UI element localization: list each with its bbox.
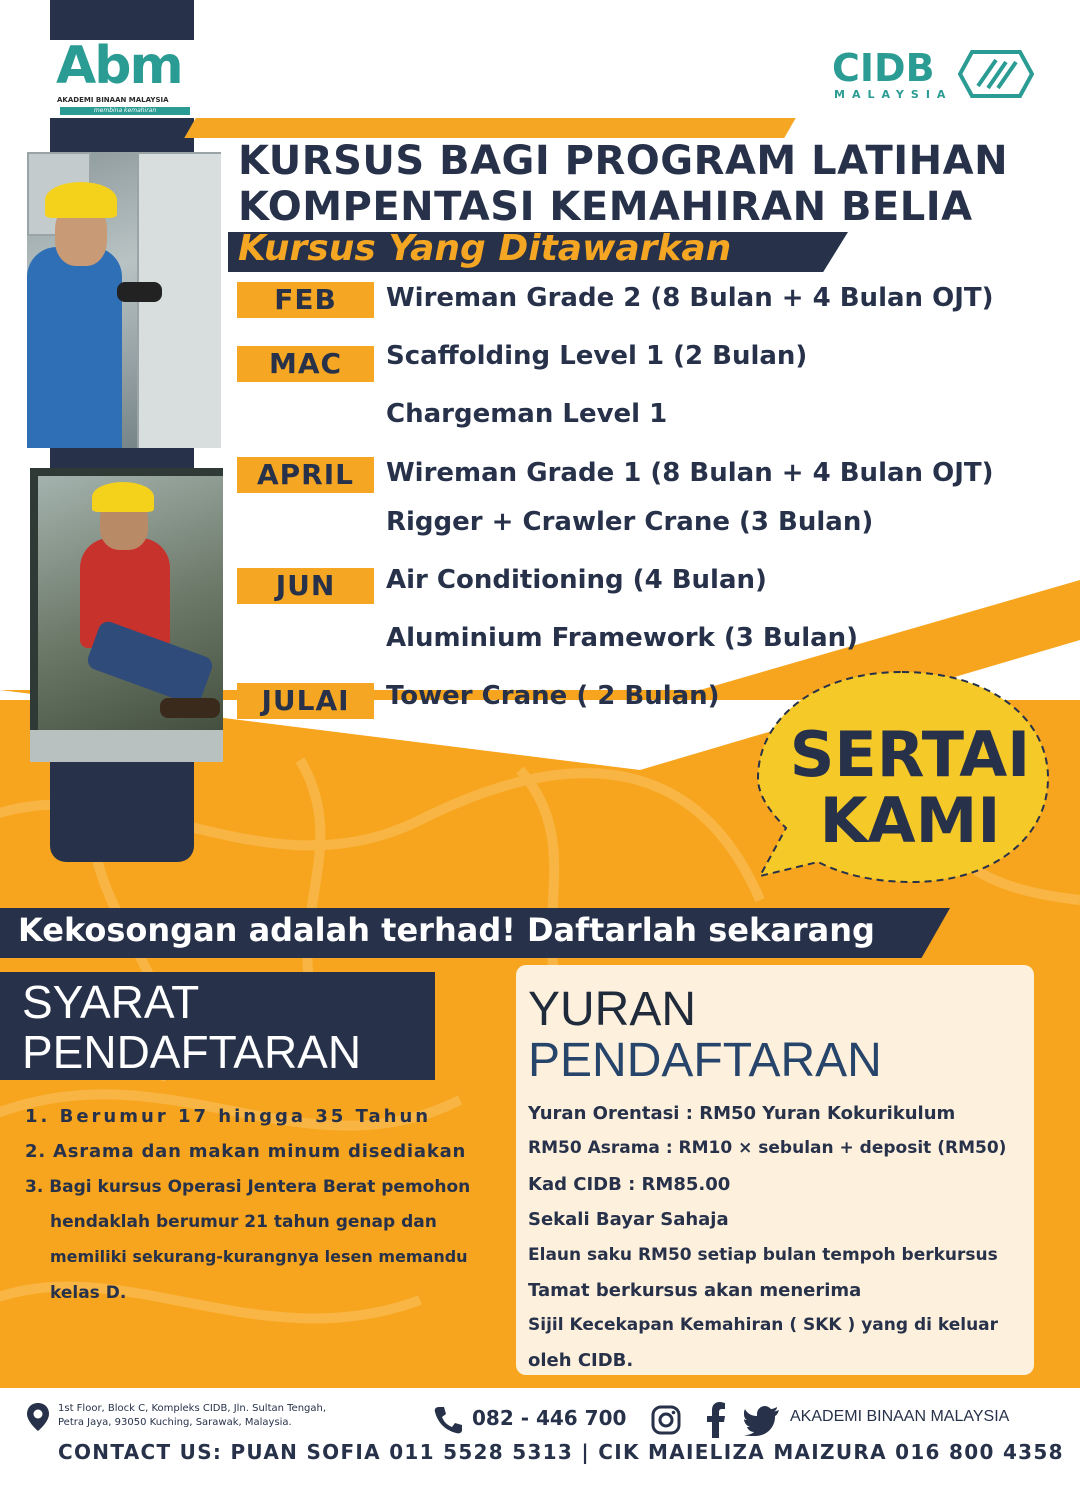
facebook-icon[interactable] [704, 1402, 728, 1438]
requirements-title-line-2: PENDAFTARAN [22, 1026, 362, 1078]
photo-crane-operator [30, 468, 223, 762]
fee-item: oleh CIDB. [528, 1350, 634, 1371]
banner-text: Kekosongan adalah terhad! Daftarlah sekarang [18, 911, 875, 949]
course-item: Rigger + Crawler Crane (3 Bulan) [386, 507, 874, 537]
address-line-1: 1st Floor, Block C, Kompleks CIDB, Jln. Sultan Tengah, [58, 1403, 327, 1414]
cidb-logo-subtitle: MALAYSIA [834, 88, 953, 101]
cidb-logo-text: CIDB [832, 46, 935, 90]
contact-line: CONTACT US: PUAN SOFIA 011 5528 5313 | CIK MAIELIZA MAIZURA 016 800 4358 [58, 1440, 1064, 1464]
requirement-item: 2. Asrama dan makan minum disediakan [25, 1141, 467, 1162]
photo-electrician [27, 152, 221, 448]
course-item: Aluminium Framework (3 Bulan) [386, 623, 859, 653]
fee-item: Tamat berkursus akan menerima [528, 1280, 862, 1301]
cidb-logo [832, 46, 1037, 106]
requirement-item: memiliki sekurang-kurangnya lesen memandu [50, 1247, 468, 1266]
subtitle: Kursus Yang Ditawarkan [238, 228, 732, 269]
title-line-2: KOMPENTASI KEMAHIRAN BELIA [238, 184, 973, 230]
location-pin-icon [26, 1402, 50, 1432]
address-line-2: Petra Jaya, 93050 Kuching, Sarawak, Malaysia. [58, 1417, 292, 1428]
fee-item: Sijil Kecekapan Kemahiran ( SKK ) yang di keluar [528, 1315, 999, 1335]
social-handle[interactable]: AKADEMI BINAAN MALAYSIA [790, 1408, 1010, 1425]
requirement-item: 1. Berumur 17 hingga 35 Tahun [25, 1106, 432, 1127]
course-item: Wireman Grade 2 (8 Bulan + 4 Bulan OJT) [386, 283, 994, 313]
requirements-title [22, 977, 361, 1077]
phone-number[interactable]: 082 - 446 700 [472, 1406, 627, 1430]
phone-icon[interactable] [432, 1404, 464, 1436]
fee-item: Sekali Bayar Sahaja [528, 1209, 729, 1230]
cidb-emblem-icon [958, 50, 1034, 98]
month-label-jun: JUN [237, 568, 374, 604]
abm-logo-tagline: membina kemahiran [60, 107, 190, 115]
month-label-mac: MAC [237, 346, 374, 382]
fee-item: Elaun saku RM50 setiap bulan tempoh berkursus [528, 1245, 998, 1265]
title-line-1: KURSUS BAGI PROGRAM LATIHAN [238, 138, 1009, 184]
abm-logo [50, 36, 198, 118]
address [58, 1402, 326, 1430]
cta-line-2: KAMI [819, 784, 1001, 857]
fee-item: Yuran Orentasi : RM50 Yuran Kokurikulum [528, 1103, 956, 1124]
month-label-julai: JULAI [237, 683, 374, 719]
abm-logo-text: Abm [56, 36, 182, 96]
fee-item: Kad CIDB : RM85.00 [528, 1174, 731, 1195]
requirement-item: kelas D. [50, 1283, 127, 1303]
abm-logo-subtitle: AKADEMI BINAAN MALAYSIA [57, 96, 169, 104]
cta-join-us [780, 718, 1040, 857]
fees-title-line-1: YURAN [528, 983, 697, 1036]
fee-item: RM50 Asrama : RM10 × sebulan + deposit (RM50) [528, 1138, 1007, 1158]
course-item: Wireman Grade 1 (8 Bulan + 4 Bulan OJT) [386, 458, 994, 488]
page-title [238, 138, 1008, 230]
course-item: Scaffolding Level 1 (2 Bulan) [386, 341, 808, 371]
cta-line-1: SERTAI [789, 718, 1031, 791]
requirements-title-line-1: SYARAT [22, 976, 200, 1028]
requirement-item: hendaklah berumur 21 tahun genap dan [50, 1212, 437, 1232]
course-item: Air Conditioning (4 Bulan) [386, 565, 767, 595]
month-label-feb: FEB [237, 282, 374, 318]
course-item: Chargeman Level 1 [386, 399, 668, 429]
requirement-item: 3. Bagi kursus Operasi Jentera Berat pemohon [25, 1177, 471, 1197]
title-accent-stripe [184, 118, 796, 138]
fees-title-line-2: PENDAFTARAN [528, 1034, 882, 1087]
month-label-april: APRIL [237, 457, 374, 493]
twitter-icon[interactable] [744, 1406, 780, 1436]
instagram-icon[interactable] [650, 1404, 682, 1436]
course-item: Tower Crane ( 2 Bulan) [386, 681, 720, 711]
